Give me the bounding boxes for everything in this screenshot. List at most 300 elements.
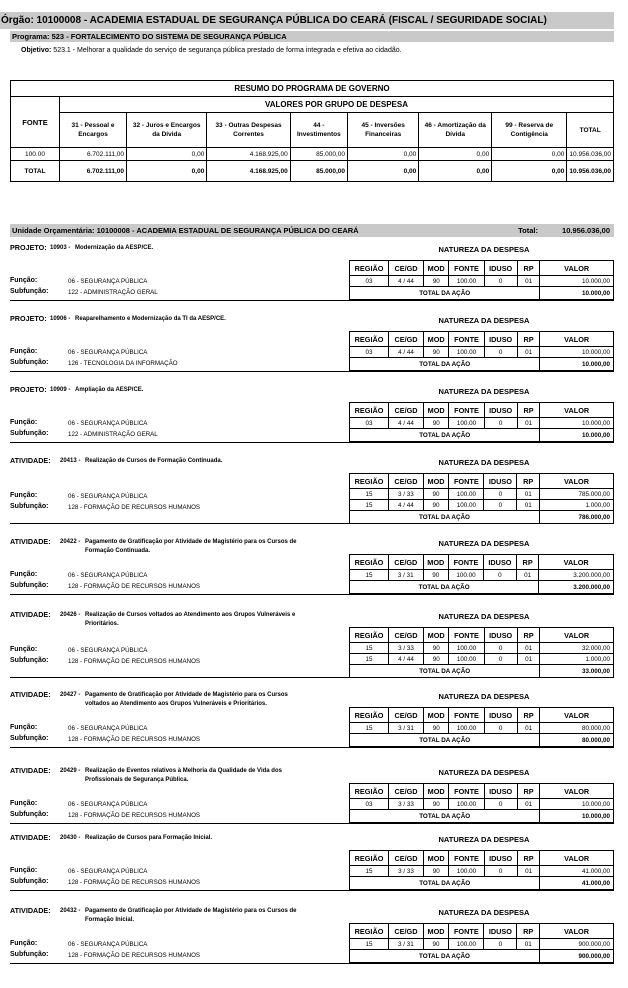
acao-code: 20429 - (60, 768, 81, 774)
natureza-col-header: IDUSO (484, 924, 517, 939)
natureza-col-header: RP (517, 474, 540, 489)
acao-code: 20422 - (60, 539, 81, 545)
natureza-col-header: CE/GD (389, 851, 424, 866)
natureza-cell: 3 / 31 (389, 939, 424, 950)
natureza-cell: 0 (484, 643, 517, 654)
natureza-cell: 1.000,00 (540, 654, 614, 665)
unidade-orcamentaria-bar (10, 224, 614, 237)
natureza-cell: 100.00 (449, 866, 484, 877)
funcao-value: 06 - SEGURANÇA PÚBLICA (68, 420, 148, 427)
natureza-col-header: VALOR (539, 474, 613, 489)
natureza-label: NATUREZA DA DESPESA (438, 458, 530, 467)
funcao-value: 06 - SEGURANÇA PÚBLICA (68, 868, 148, 875)
natureza-cell: 01 (517, 489, 540, 500)
natureza-cell: 10.000,00 (540, 347, 614, 358)
resumo-total-cell: 6.702.111,00 (60, 161, 127, 182)
orgao-header: Órgão: 10100008 - ACADEMIA ESTADUAL DE SEGURANÇA PÚBLICA DO CEARÁ (FISCAL / SEGURIDADE SOCIAL) (0, 12, 614, 29)
natureza-cell: 01 (516, 570, 538, 581)
acao-title: Reaparelhamento e Modernização da TI da AESP/CE. (75, 316, 226, 322)
natureza-table (349, 783, 614, 823)
natureza-cell: 0 (484, 654, 517, 665)
natureza-row (350, 418, 614, 429)
acao-title: Realização de Cursos de Formação Continuada. (85, 458, 223, 464)
natureza-col-header: IDUSO (484, 851, 517, 866)
natureza-col-header: REGIÃO (350, 261, 389, 276)
acao-code: 10903 - (50, 245, 71, 251)
total-acao-label: TOTAL DA AÇÃO (350, 877, 540, 890)
natureza-cell: 90 (423, 643, 449, 654)
natureza-cell: 90 (423, 570, 448, 581)
objetivo (21, 47, 402, 54)
acao-title: Pagamento de Gratificação por Atividade de Magistério para os Cursos de Formação Inicial. (85, 908, 297, 923)
natureza-cell: 1.000,00 (539, 500, 613, 511)
subfuncao-value: 128 - FORMAÇÃO DE RECURSOS HUMANOS (68, 504, 201, 511)
acao-block (10, 690, 614, 748)
natureza-col-header: FONTE (449, 628, 484, 643)
natureza-cell: 3 / 33 (389, 643, 424, 654)
funcao-label: Função: (10, 940, 38, 947)
acao-block (10, 456, 614, 524)
natureza-cell: 3 / 33 (389, 866, 424, 877)
natureza-cell: 90 (423, 723, 449, 734)
natureza-table (349, 473, 614, 524)
natureza-table (349, 331, 614, 371)
natureza-col-header: IDUSO (484, 708, 517, 723)
subfuncao-value: 122 - ADMINISTRAÇÃO GERAL (68, 431, 158, 438)
subfuncao-value: 128 - FORMAÇÃO DE RECURSOS HUMANOS (68, 658, 201, 665)
funcao-value: 06 - SEGURANÇA PÚBLICA (68, 941, 148, 948)
natureza-cell: 15 (350, 500, 389, 511)
natureza-cell: 100.00 (449, 643, 484, 654)
natureza-cell: 3 / 31 (389, 723, 424, 734)
natureza-col-header: REGIÃO (350, 851, 389, 866)
natureza-cell: 4 / 44 (389, 654, 424, 665)
natureza-cell: 3 / 31 (388, 570, 423, 581)
natureza-table (349, 850, 614, 890)
acao-tipo: ATIVIDADE: (10, 766, 51, 775)
subfuncao-label: Subfunção: (10, 735, 49, 742)
natureza-label: NATUREZA DA DESPESA (438, 768, 530, 777)
natureza-col-header: REGIÃO (350, 474, 389, 489)
natureza-col-header: RP (517, 628, 540, 643)
natureza-col-header: CE/GD (389, 332, 424, 347)
acao-block (10, 385, 614, 443)
subfuncao-label: Subfunção: (10, 288, 49, 295)
natureza-col-header: MOD (423, 261, 449, 276)
resumo-cell: 0,00 (419, 148, 492, 161)
natureza-col-header: IDUSO (483, 555, 516, 570)
natureza-row (350, 866, 614, 877)
natureza-cell: 01 (517, 866, 540, 877)
natureza-cell: 03 (350, 799, 389, 810)
natureza-table (349, 402, 614, 442)
acao-block (10, 766, 614, 824)
natureza-label: NATUREZA DA DESPESA (438, 908, 530, 917)
total-acao-label: TOTAL DA AÇÃO (350, 734, 540, 747)
resumo-cell: 4.168.925,00 (207, 148, 290, 161)
total-acao-label: TOTAL DA AÇÃO (350, 287, 540, 300)
acao-block (10, 537, 614, 595)
natureza-cell: 90 (423, 418, 449, 429)
natureza-col-header: FONTE (449, 924, 484, 939)
acao-block (10, 314, 614, 372)
objetivo-text: 523.1 - Melhorar a qualidade do serviço de segurança pública prestado de forma integrada e efetiva ao cidadão. (53, 47, 402, 54)
natureza-col-header: REGIÃO (350, 403, 389, 418)
natureza-col-header: MOD (423, 555, 448, 570)
natureza-row (350, 799, 614, 810)
natureza-row (350, 939, 614, 950)
natureza-col-header: RP (516, 555, 538, 570)
natureza-label: NATUREZA DA DESPESA (438, 245, 530, 254)
natureza-col-header: VALOR (539, 555, 614, 570)
natureza-label: NATUREZA DA DESPESA (438, 539, 530, 548)
funcao-value: 06 - SEGURANÇA PÚBLICA (68, 572, 148, 579)
natureza-row (350, 347, 614, 358)
natureza-table (349, 707, 614, 747)
natureza-col-header: MOD (423, 474, 449, 489)
resumo-total-cell: 10.956.036,00 (567, 161, 614, 182)
resumo-total-cell: 0,00 (492, 161, 567, 182)
natureza-cell: 90 (423, 866, 449, 877)
natureza-col-header: VALOR (540, 708, 614, 723)
resumo-cell: 10.956.036,00 (567, 148, 614, 161)
natureza-cell: 4 / 44 (389, 276, 424, 287)
resumo-total-cell: TOTAL (11, 161, 60, 182)
total-acao-value: 786.000,00 (539, 511, 613, 524)
natureza-cell: 15 (350, 866, 389, 877)
acao-code: 10909 - (50, 387, 71, 393)
funcao-label: Função: (10, 800, 38, 807)
natureza-col-header: RP (517, 708, 540, 723)
resumo-col-header: 32 - Juros e Encargos da Dívida (127, 113, 207, 148)
funcao-label: Função: (10, 492, 38, 499)
natureza-cell: 15 (350, 723, 389, 734)
natureza-col-header: REGIÃO (350, 708, 389, 723)
natureza-cell: 90 (423, 654, 449, 665)
acao-tipo: ATIVIDADE: (10, 456, 51, 465)
unidade-text: Unidade Orçamentária: 10100008 - ACADEMIA ESTADUAL DE SEGURANÇA PÚBLICA DO CEARÁ (12, 226, 359, 235)
objetivo-label: Objetivo: (21, 47, 52, 54)
natureza-row (350, 500, 614, 511)
natureza-cell: 90 (423, 939, 449, 950)
subfuncao-label: Subfunção: (10, 811, 49, 818)
subfuncao-value: 128 - FORMAÇÃO DE RECURSOS HUMANOS (68, 812, 201, 819)
natureza-cell: 90 (423, 799, 449, 810)
natureza-cell: 03 (350, 418, 389, 429)
natureza-cell: 41.000,00 (540, 866, 614, 877)
total-acao-value: 3.200.000,00 (539, 581, 614, 594)
natureza-cell: 100.00 (449, 500, 484, 511)
natureza-col-header: REGIÃO (350, 555, 389, 570)
funcao-label: Função: (10, 867, 38, 874)
natureza-col-header: IDUSO (484, 403, 517, 418)
natureza-label: NATUREZA DA DESPESA (438, 387, 530, 396)
programa-header: Programa: 523 - FORTALECIMENTO DO SISTEMA DE SEGURANÇA PÚBLICA (10, 31, 614, 42)
total-acao-label: TOTAL DA AÇÃO (350, 665, 540, 678)
natureza-col-header: REGIÃO (350, 628, 389, 643)
natureza-col-header: CE/GD (389, 474, 424, 489)
funcao-value: 06 - SEGURANÇA PÚBLICA (68, 801, 148, 808)
natureza-col-header: FONTE (449, 474, 484, 489)
natureza-row (350, 570, 614, 581)
subfuncao-label: Subfunção: (10, 878, 49, 885)
natureza-col-header: CE/GD (388, 555, 423, 570)
natureza-cell: 10.000,00 (540, 799, 614, 810)
natureza-cell: 15 (350, 570, 389, 581)
natureza-cell: 0 (484, 939, 517, 950)
natureza-col-header: VALOR (540, 628, 614, 643)
natureza-cell: 0 (484, 866, 517, 877)
natureza-col-header: MOD (423, 403, 449, 418)
funcao-label: Função: (10, 277, 38, 284)
natureza-col-header: IDUSO (484, 628, 517, 643)
natureza-col-header: FONTE (448, 555, 483, 570)
total-acao-value: 10.000,00 (540, 358, 614, 371)
natureza-cell: 90 (423, 276, 449, 287)
acao-tipo: ATIVIDADE: (10, 906, 51, 915)
resumo-total-cell: 0,00 (127, 161, 207, 182)
acao-block (10, 243, 614, 301)
natureza-cell: 3 / 33 (389, 489, 424, 500)
acao-block (10, 610, 614, 678)
natureza-cell: 3.200.000,00 (539, 570, 614, 581)
acao-title: Modernização da AESP/CE. (75, 245, 154, 251)
natureza-label: NATUREZA DA DESPESA (438, 692, 530, 701)
natureza-cell: 3 / 33 (389, 799, 424, 810)
natureza-col-header: RP (517, 784, 540, 799)
natureza-col-header: CE/GD (389, 708, 424, 723)
natureza-col-header: MOD (423, 784, 449, 799)
natureza-cell: 01 (517, 654, 540, 665)
resumo-col-header: 46 - Amortização da Dívida (419, 113, 492, 148)
resumo-total-row (11, 161, 614, 182)
natureza-col-header: FONTE (449, 332, 484, 347)
natureza-row (350, 654, 614, 665)
natureza-cell: 100.00 (449, 418, 484, 429)
total-acao-value: 10.000,00 (540, 287, 614, 300)
fonte-header: FONTE (11, 97, 60, 148)
subfuncao-value: 128 - FORMAÇÃO DE RECURSOS HUMANOS (68, 736, 201, 743)
subfuncao-label: Subfunção: (10, 359, 49, 366)
funcao-label: Função: (10, 571, 38, 578)
acao-tipo: ATIVIDADE: (10, 537, 51, 546)
resumo-subtitle: VALORES POR GRUPO DE DESPESA (60, 97, 614, 113)
natureza-col-header: REGIÃO (350, 332, 389, 347)
resumo-col-header: 31 - Pessoal e Encargos (60, 113, 127, 148)
natureza-col-header: VALOR (540, 332, 614, 347)
acao-code: 20426 - (60, 612, 81, 618)
resumo-cell: 100.00 (11, 148, 60, 161)
resumo-total-cell: 0,00 (419, 161, 492, 182)
acao-title: Realização de Cursos para Formação Inicial. (85, 835, 213, 841)
natureza-cell: 4 / 44 (389, 347, 424, 358)
acao-tipo: ATIVIDADE: (10, 833, 51, 842)
natureza-col-header: VALOR (540, 851, 614, 866)
resumo-table (10, 80, 614, 182)
resumo-total-cell: 0,00 (348, 161, 419, 182)
natureza-cell: 15 (350, 654, 389, 665)
total-acao-label: TOTAL DA AÇÃO (350, 511, 540, 524)
natureza-col-header: FONTE (449, 708, 484, 723)
natureza-col-header: RP (517, 332, 540, 347)
acao-title: Pagamento de Gratificação por Atividade de Magistério para os Cursos voltados ao Atendimento aos Grupos Vulneráveis e Prioritários. (85, 692, 288, 707)
unidade-total-label: Total: (518, 226, 538, 235)
natureza-cell: 01 (517, 939, 540, 950)
natureza-cell: 4 / 44 (389, 418, 424, 429)
natureza-col-header: FONTE (449, 784, 484, 799)
natureza-col-header: MOD (423, 708, 449, 723)
natureza-cell: 10.000,00 (540, 418, 614, 429)
natureza-col-header: MOD (423, 851, 449, 866)
resumo-cell: 85.000,00 (290, 148, 347, 161)
subfuncao-label: Subfunção: (10, 951, 49, 958)
natureza-col-header: IDUSO (484, 332, 517, 347)
natureza-col-header: MOD (423, 332, 449, 347)
natureza-col-header: FONTE (449, 851, 484, 866)
unidade-total-value: 10.956.036,00 (562, 226, 610, 235)
natureza-cell: 10.000,00 (540, 276, 614, 287)
natureza-col-header: VALOR (540, 261, 614, 276)
funcao-label: Função: (10, 419, 38, 426)
natureza-col-header: REGIÃO (350, 784, 389, 799)
funcao-value: 06 - SEGURANÇA PÚBLICA (68, 647, 148, 654)
acao-code: 10906 - (50, 316, 71, 322)
natureza-table (349, 260, 614, 300)
natureza-cell: 90 (423, 489, 449, 500)
resumo-cell: 6.702.111,00 (60, 148, 127, 161)
natureza-col-header: CE/GD (389, 924, 424, 939)
acao-tipo: PROJETO: (10, 385, 47, 394)
funcao-label: Função: (10, 348, 38, 355)
natureza-cell: 100.00 (449, 723, 484, 734)
natureza-col-header: IDUSO (484, 261, 517, 276)
natureza-cell: 0 (484, 799, 517, 810)
funcao-value: 06 - SEGURANÇA PÚBLICA (68, 278, 148, 285)
subfuncao-label: Subfunção: (10, 582, 49, 589)
resumo-col-header: TOTAL (567, 113, 614, 148)
natureza-table (349, 554, 614, 594)
subfuncao-value: 128 - FORMAÇÃO DE RECURSOS HUMANOS (68, 583, 201, 590)
funcao-label: Função: (10, 724, 38, 731)
natureza-cell: 01 (517, 418, 540, 429)
total-acao-value: 900.000,00 (539, 950, 613, 963)
natureza-row (350, 276, 614, 287)
resumo-col-header: 99 - Reserva de Contigência (492, 113, 567, 148)
subfuncao-value: 122 - ADMINISTRAÇÃO GERAL (68, 289, 158, 296)
natureza-col-header: FONTE (449, 403, 484, 418)
natureza-cell: 100.00 (449, 276, 484, 287)
resumo-cell: 0,00 (492, 148, 567, 161)
natureza-col-header: IDUSO (484, 784, 517, 799)
natureza-col-header: IDUSO (484, 474, 517, 489)
funcao-value: 06 - SEGURANÇA PÚBLICA (68, 725, 148, 732)
natureza-cell: 100.00 (449, 799, 484, 810)
acao-tipo: ATIVIDADE: (10, 610, 51, 619)
natureza-cell: 900.000,00 (539, 939, 613, 950)
acao-code: 20413 - (60, 458, 81, 464)
natureza-cell: 0 (484, 276, 517, 287)
natureza-table (349, 627, 614, 678)
total-acao-label: TOTAL DA AÇÃO (350, 950, 540, 963)
funcao-label: Função: (10, 646, 38, 653)
natureza-cell: 15 (350, 643, 389, 654)
natureza-cell: 01 (517, 347, 540, 358)
natureza-cell: 80.000,00 (540, 723, 614, 734)
natureza-col-header: RP (517, 851, 540, 866)
total-acao-value: 10.000,00 (540, 429, 614, 442)
funcao-value: 06 - SEGURANÇA PÚBLICA (68, 493, 148, 500)
acao-code: 20427 - (60, 692, 81, 698)
resumo-col-header: 33 - Outras Despesas Correntes (207, 113, 290, 148)
natureza-cell: 100.00 (449, 347, 484, 358)
subfuncao-label: Subfunção: (10, 430, 49, 437)
acao-code: 20432 - (60, 908, 81, 914)
natureza-cell: 0 (483, 570, 516, 581)
resumo-total-cell: 4.168.925,00 (207, 161, 290, 182)
natureza-cell: 90 (423, 500, 449, 511)
natureza-col-header: FONTE (449, 261, 484, 276)
natureza-cell: 0 (484, 418, 517, 429)
total-acao-label: TOTAL DA AÇÃO (350, 810, 540, 823)
subfuncao-label: Subfunção: (10, 657, 49, 664)
funcao-value: 06 - SEGURANÇA PÚBLICA (68, 349, 148, 356)
natureza-cell: 03 (350, 347, 389, 358)
natureza-col-header: CE/GD (389, 261, 424, 276)
acao-block (10, 833, 614, 891)
natureza-cell: 01 (517, 723, 540, 734)
natureza-cell: 100.00 (449, 939, 484, 950)
natureza-col-header: VALOR (539, 924, 613, 939)
resumo-total-cell: 85.000,00 (290, 161, 347, 182)
natureza-cell: 01 (517, 643, 540, 654)
acao-title: Realização de Eventos relativos à Melhoria da Qualidade de Vida dos Profissionais de Segurança Pública. (85, 768, 282, 783)
natureza-row (350, 489, 614, 500)
natureza-col-header: CE/GD (389, 784, 424, 799)
natureza-cell: 0 (484, 347, 517, 358)
natureza-cell: 90 (423, 347, 449, 358)
acao-tipo: PROJETO: (10, 314, 47, 323)
natureza-row (350, 643, 614, 654)
total-acao-value: 41.000,00 (540, 877, 614, 890)
natureza-col-header: RP (517, 924, 540, 939)
acao-tipo: ATIVIDADE: (10, 690, 51, 699)
natureza-col-header: MOD (423, 628, 449, 643)
natureza-col-header: CE/GD (389, 628, 424, 643)
natureza-cell: 03 (350, 276, 389, 287)
natureza-col-header: VALOR (540, 403, 614, 418)
natureza-table (349, 923, 614, 963)
natureza-col-header: MOD (423, 924, 449, 939)
natureza-label: NATUREZA DA DESPESA (438, 612, 530, 621)
acao-tipo: PROJETO: (10, 243, 47, 252)
resumo-cell: 0,00 (348, 148, 419, 161)
natureza-cell: 0 (484, 500, 517, 511)
natureza-label: NATUREZA DA DESPESA (438, 316, 530, 325)
subfuncao-label: Subfunção: (10, 503, 49, 510)
resumo-col-header: 44 - Investimentos (290, 113, 347, 148)
natureza-label: NATUREZA DA DESPESA (438, 835, 530, 844)
natureza-cell: 01 (517, 500, 540, 511)
total-acao-label: TOTAL DA AÇÃO (350, 429, 540, 442)
acao-title: Realização de Cursos voltados ao Atendimento aos Grupos Vulneráveis e Prioritários. (85, 612, 296, 627)
natureza-col-header: RP (517, 403, 540, 418)
natureza-col-header: RP (517, 261, 540, 276)
resumo-col-header: 45 - Inversões Financeiras (348, 113, 419, 148)
natureza-cell: 0 (484, 723, 517, 734)
total-acao-label: TOTAL DA AÇÃO (350, 358, 540, 371)
natureza-cell: 32.000,00 (540, 643, 614, 654)
resumo-row (11, 148, 614, 161)
